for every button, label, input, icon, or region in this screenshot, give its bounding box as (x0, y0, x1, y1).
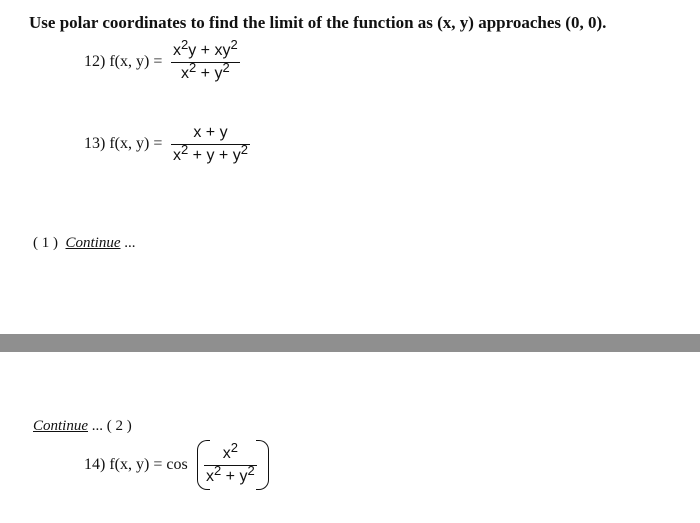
page-number: ( 2 ) (106, 418, 132, 434)
problem-12-denominator: $x^2 + y^2$ (181, 60, 230, 83)
right-paren (256, 440, 269, 490)
ellipsis: ... (120, 235, 136, 251)
problem-12-label: 12) f(x, y) = (84, 53, 163, 70)
page-title: Use polar coordinates to find the limit of the function as (x, y) approaches (0, 0). (29, 13, 607, 32)
problem-14-fraction (204, 440, 257, 487)
problem-12-numerator: $x^2y + xy^2$ (173, 37, 238, 59)
continue-link: Continue (65, 235, 121, 251)
page-separator (0, 334, 700, 352)
ellipsis: ... (88, 418, 107, 434)
problem-14-denominator: $x^2 + y^2$ (206, 463, 255, 486)
problem-13-label: 13) f(x, y) = (84, 135, 163, 152)
problem-14-numerator: $x^2$ (222, 440, 238, 462)
page-2-continue-note (33, 418, 132, 435)
page-1-continue-note (33, 235, 136, 252)
continue-link: Continue (33, 418, 88, 434)
page-number: ( 1 ) (33, 235, 58, 251)
problem-14-label: 14) f(x, y) = cos (84, 456, 188, 473)
problem-12-fraction (171, 37, 240, 84)
problem-13-denominator: $x^2 + y + y^2$ (173, 142, 248, 165)
problem-13-numerator: x + y (193, 124, 228, 141)
problem-13-fraction (171, 123, 250, 166)
